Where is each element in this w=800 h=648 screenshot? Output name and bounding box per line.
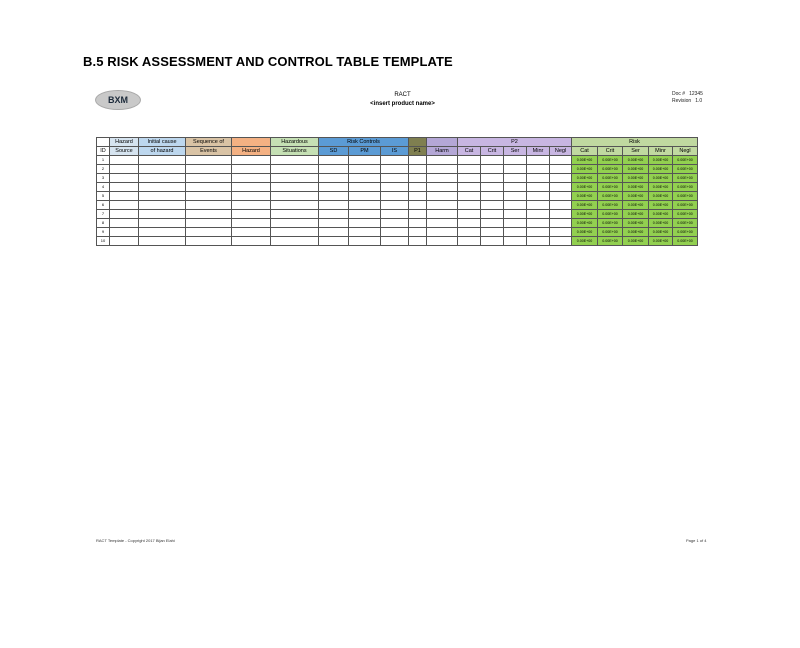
- risk-value-cell: 0.00E+00: [649, 237, 673, 246]
- input-cell[interactable]: [381, 192, 409, 201]
- risk-value-cell: 0.00E+00: [623, 210, 649, 219]
- input-cell[interactable]: [427, 165, 458, 174]
- input-cell[interactable]: [139, 165, 186, 174]
- input-cell[interactable]: [458, 183, 481, 192]
- input-cell[interactable]: [271, 156, 319, 165]
- header-sd: SD: [319, 147, 349, 156]
- input-cell[interactable]: [110, 165, 139, 174]
- input-cell[interactable]: [319, 156, 349, 165]
- risk-value-cell: 0.00E+00: [572, 183, 598, 192]
- input-cell[interactable]: [527, 174, 550, 183]
- input-cell[interactable]: [458, 237, 481, 246]
- table-row: [97, 219, 698, 228]
- table-row: [97, 192, 698, 201]
- input-cell[interactable]: [427, 219, 458, 228]
- input-cell[interactable]: [110, 219, 139, 228]
- risk-value-cell: 0.00E+00: [572, 237, 598, 246]
- input-cell[interactable]: [481, 174, 504, 183]
- input-cell[interactable]: [427, 237, 458, 246]
- input-cell[interactable]: [409, 183, 427, 192]
- input-cell[interactable]: [186, 174, 232, 183]
- input-cell[interactable]: [409, 210, 427, 219]
- input-cell[interactable]: [381, 174, 409, 183]
- input-cell[interactable]: [349, 201, 381, 210]
- input-cell[interactable]: [550, 156, 572, 165]
- input-cell[interactable]: [550, 183, 572, 192]
- input-cell[interactable]: [458, 165, 481, 174]
- input-cell[interactable]: [504, 192, 527, 201]
- page-title: B.5 RISK ASSESSMENT AND CONTROL TABLE TEMPLATE: [83, 54, 453, 69]
- input-cell[interactable]: [504, 228, 527, 237]
- header-risk-negl: Negl: [673, 147, 698, 156]
- header-risk-ser: Ser: [623, 147, 649, 156]
- input-cell[interactable]: [527, 201, 550, 210]
- input-cell[interactable]: [458, 174, 481, 183]
- doc-type: RACT: [394, 92, 411, 98]
- table-row: [97, 183, 698, 192]
- row-id: 7: [97, 210, 110, 219]
- input-cell[interactable]: [319, 237, 349, 246]
- header-row-bottom: [97, 147, 698, 156]
- input-cell[interactable]: [186, 156, 232, 165]
- input-cell[interactable]: [186, 183, 232, 192]
- page-number: Page 1 of 4: [686, 538, 707, 543]
- input-cell[interactable]: [232, 156, 271, 165]
- input-cell[interactable]: [381, 165, 409, 174]
- input-cell[interactable]: [232, 201, 271, 210]
- input-cell[interactable]: [481, 156, 504, 165]
- risk-value-cell: 0.00E+00: [673, 228, 698, 237]
- input-cell[interactable]: [271, 237, 319, 246]
- header-is: IS: [381, 147, 409, 156]
- input-cell[interactable]: [110, 201, 139, 210]
- revision-label: Revision: [672, 98, 692, 104]
- input-cell[interactable]: [110, 192, 139, 201]
- header-risk-crit: Crit: [598, 147, 623, 156]
- input-cell[interactable]: [381, 219, 409, 228]
- risk-value-cell: 0.00E+00: [623, 192, 649, 201]
- input-cell[interactable]: [110, 174, 139, 183]
- risk-value-cell: 0.00E+00: [598, 237, 623, 246]
- input-cell[interactable]: [139, 201, 186, 210]
- input-cell[interactable]: [427, 228, 458, 237]
- input-cell[interactable]: [139, 156, 186, 165]
- input-cell[interactable]: [481, 237, 504, 246]
- row-id: 2: [97, 165, 110, 174]
- input-cell[interactable]: [349, 228, 381, 237]
- input-cell[interactable]: [139, 174, 186, 183]
- risk-value-cell: 0.00E+00: [598, 201, 623, 210]
- input-cell[interactable]: [550, 219, 572, 228]
- input-cell[interactable]: [319, 201, 349, 210]
- input-cell[interactable]: [504, 174, 527, 183]
- input-cell[interactable]: [349, 156, 381, 165]
- input-cell[interactable]: [427, 210, 458, 219]
- input-cell[interactable]: [504, 165, 527, 174]
- risk-value-cell: 0.00E+00: [598, 156, 623, 165]
- input-cell[interactable]: [349, 165, 381, 174]
- header-p2-negl: Negl: [550, 147, 572, 156]
- input-cell[interactable]: [232, 165, 271, 174]
- input-cell[interactable]: [427, 174, 458, 183]
- risk-value-cell: 0.00E+00: [649, 183, 673, 192]
- table-row: [97, 165, 698, 174]
- input-cell[interactable]: [139, 210, 186, 219]
- input-cell[interactable]: [458, 201, 481, 210]
- input-cell[interactable]: [349, 174, 381, 183]
- row-id: 6: [97, 201, 110, 210]
- risk-value-cell: 0.00E+00: [598, 210, 623, 219]
- input-cell[interactable]: [319, 228, 349, 237]
- input-cell[interactable]: [271, 192, 319, 201]
- input-cell[interactable]: [271, 201, 319, 210]
- input-cell[interactable]: [504, 210, 527, 219]
- header-risk-minr: Minr: [649, 147, 673, 156]
- risk-value-cell: 0.00E+00: [598, 165, 623, 174]
- header-risk-cat: Cat: [572, 147, 598, 156]
- copyright-footer: RACT Template - Copyright 2017 Bijan Elahi: [96, 538, 175, 543]
- risk-value-cell: 0.00E+00: [572, 165, 598, 174]
- header-initial-cause: Initial cause: [139, 138, 186, 147]
- risk-value-cell: 0.00E+00: [623, 183, 649, 192]
- table-row: [97, 174, 698, 183]
- input-cell[interactable]: [381, 237, 409, 246]
- input-cell[interactable]: [527, 228, 550, 237]
- input-cell[interactable]: [349, 210, 381, 219]
- input-cell[interactable]: [110, 156, 139, 165]
- input-cell[interactable]: [550, 228, 572, 237]
- input-cell[interactable]: [271, 165, 319, 174]
- input-cell[interactable]: [232, 228, 271, 237]
- risk-value-cell: 0.00E+00: [649, 174, 673, 183]
- header-pm: PM: [349, 147, 381, 156]
- input-cell[interactable]: [271, 228, 319, 237]
- risk-value-cell: 0.00E+00: [649, 210, 673, 219]
- risk-value-cell: 0.00E+00: [623, 219, 649, 228]
- input-cell[interactable]: [550, 165, 572, 174]
- input-cell[interactable]: [481, 201, 504, 210]
- input-cell[interactable]: [349, 219, 381, 228]
- risk-value-cell: 0.00E+00: [649, 219, 673, 228]
- input-cell[interactable]: [409, 174, 427, 183]
- table-row: [97, 210, 698, 219]
- header-source: Source: [110, 147, 139, 156]
- header-p2-ser: Ser: [504, 147, 527, 156]
- input-cell[interactable]: [550, 201, 572, 210]
- input-cell[interactable]: [427, 156, 458, 165]
- risk-value-cell: 0.00E+00: [673, 183, 698, 192]
- row-id: 9: [97, 228, 110, 237]
- risk-value-cell: 0.00E+00: [598, 228, 623, 237]
- input-cell[interactable]: [481, 192, 504, 201]
- risk-value-cell: 0.00E+00: [598, 183, 623, 192]
- input-cell[interactable]: [409, 237, 427, 246]
- document-header: [340, 91, 465, 109]
- input-cell[interactable]: [409, 156, 427, 165]
- input-cell[interactable]: [139, 219, 186, 228]
- input-cell[interactable]: [349, 237, 381, 246]
- input-cell[interactable]: [232, 210, 271, 219]
- revision-number: 1.0: [695, 98, 703, 104]
- input-cell[interactable]: [349, 183, 381, 192]
- input-cell[interactable]: [427, 201, 458, 210]
- header-risk: Risk: [572, 138, 698, 147]
- input-cell[interactable]: [427, 183, 458, 192]
- risk-value-cell: 0.00E+00: [598, 192, 623, 201]
- input-cell[interactable]: [186, 219, 232, 228]
- input-cell[interactable]: [232, 192, 271, 201]
- input-cell[interactable]: [186, 165, 232, 174]
- header-sequence: Sequence of: [186, 138, 232, 147]
- input-cell[interactable]: [232, 237, 271, 246]
- input-cell[interactable]: [139, 228, 186, 237]
- input-cell[interactable]: [110, 237, 139, 246]
- input-cell[interactable]: [381, 201, 409, 210]
- header-hazardous: Hazardous: [271, 138, 319, 147]
- header-p2-cat: Cat: [458, 147, 481, 156]
- product-name-placeholder: <insert product name>: [370, 101, 435, 107]
- input-cell[interactable]: [349, 192, 381, 201]
- risk-value-cell: 0.00E+00: [623, 228, 649, 237]
- header-hazard: Hazard: [232, 147, 271, 156]
- input-cell[interactable]: [381, 183, 409, 192]
- risk-value-cell: 0.00E+00: [673, 174, 698, 183]
- header-row-top: [97, 138, 698, 147]
- risk-value-cell: 0.00E+00: [623, 201, 649, 210]
- row-id: 10: [97, 237, 110, 246]
- input-cell[interactable]: [527, 192, 550, 201]
- risk-value-cell: 0.00E+00: [623, 156, 649, 165]
- ract-table: [96, 137, 698, 246]
- input-cell[interactable]: [527, 165, 550, 174]
- input-cell[interactable]: [319, 183, 349, 192]
- input-cell[interactable]: [381, 210, 409, 219]
- input-cell[interactable]: [550, 174, 572, 183]
- input-cell[interactable]: [409, 219, 427, 228]
- input-cell[interactable]: [319, 192, 349, 201]
- table-row: [97, 201, 698, 210]
- input-cell[interactable]: [186, 192, 232, 201]
- input-cell[interactable]: [186, 228, 232, 237]
- risk-value-cell: 0.00E+00: [572, 192, 598, 201]
- input-cell[interactable]: [139, 237, 186, 246]
- input-cell[interactable]: [504, 219, 527, 228]
- input-cell[interactable]: [527, 183, 550, 192]
- input-cell[interactable]: [409, 165, 427, 174]
- input-cell[interactable]: [458, 192, 481, 201]
- header-p2-crit: Crit: [481, 147, 504, 156]
- doc-number: 12345: [689, 91, 703, 97]
- risk-value-cell: 0.00E+00: [623, 237, 649, 246]
- input-cell[interactable]: [481, 210, 504, 219]
- input-cell[interactable]: [458, 210, 481, 219]
- risk-value-cell: 0.00E+00: [673, 192, 698, 201]
- input-cell[interactable]: [186, 237, 232, 246]
- risk-value-cell: 0.00E+00: [572, 228, 598, 237]
- input-cell[interactable]: [527, 219, 550, 228]
- risk-value-cell: 0.00E+00: [649, 165, 673, 174]
- input-cell[interactable]: [409, 192, 427, 201]
- risk-value-cell: 0.00E+00: [572, 156, 598, 165]
- header-cell: [427, 138, 458, 147]
- row-id: 3: [97, 174, 110, 183]
- input-cell[interactable]: [271, 210, 319, 219]
- input-cell[interactable]: [481, 165, 504, 174]
- input-cell[interactable]: [232, 219, 271, 228]
- risk-value-cell: 0.00E+00: [572, 210, 598, 219]
- risk-value-cell: 0.00E+00: [673, 156, 698, 165]
- row-id: 5: [97, 192, 110, 201]
- input-cell[interactable]: [458, 219, 481, 228]
- input-cell[interactable]: [458, 228, 481, 237]
- risk-value-cell: 0.00E+00: [572, 201, 598, 210]
- table-row: [97, 237, 698, 246]
- header-p1: P1: [409, 147, 427, 156]
- input-cell[interactable]: [550, 192, 572, 201]
- header-cell: [409, 138, 427, 147]
- header-events: Events: [186, 147, 232, 156]
- input-cell[interactable]: [186, 201, 232, 210]
- input-cell[interactable]: [504, 237, 527, 246]
- table-body: [97, 156, 698, 246]
- row-id: 1: [97, 156, 110, 165]
- header-cell: [97, 138, 110, 147]
- input-cell[interactable]: [504, 156, 527, 165]
- risk-value-cell: 0.00E+00: [598, 219, 623, 228]
- risk-value-cell: 0.00E+00: [649, 228, 673, 237]
- input-cell[interactable]: [110, 183, 139, 192]
- input-cell[interactable]: [319, 174, 349, 183]
- input-cell[interactable]: [139, 183, 186, 192]
- input-cell[interactable]: [550, 237, 572, 246]
- bxm-logo: BXM: [95, 90, 141, 110]
- risk-value-cell: 0.00E+00: [649, 156, 673, 165]
- input-cell[interactable]: [381, 156, 409, 165]
- header-hazard-top: Hazard: [110, 138, 139, 147]
- input-cell[interactable]: [271, 174, 319, 183]
- input-cell[interactable]: [232, 174, 271, 183]
- input-cell[interactable]: [527, 237, 550, 246]
- header-p2: P2: [458, 138, 572, 147]
- input-cell[interactable]: [527, 210, 550, 219]
- risk-value-cell: 0.00E+00: [598, 174, 623, 183]
- risk-value-cell: 0.00E+00: [623, 174, 649, 183]
- input-cell[interactable]: [110, 210, 139, 219]
- risk-value-cell: 0.00E+00: [673, 165, 698, 174]
- input-cell[interactable]: [271, 183, 319, 192]
- input-cell[interactable]: [481, 219, 504, 228]
- header-p2-minr: Minr: [527, 147, 550, 156]
- header-harm: Harm: [427, 147, 458, 156]
- input-cell[interactable]: [110, 228, 139, 237]
- input-cell[interactable]: [481, 183, 504, 192]
- input-cell[interactable]: [271, 219, 319, 228]
- input-cell[interactable]: [381, 228, 409, 237]
- input-cell[interactable]: [527, 156, 550, 165]
- table-row: [97, 228, 698, 237]
- header-risk-controls: Risk Controls: [319, 138, 409, 147]
- header-situations: Situations: [271, 147, 319, 156]
- doc-number-label: Doc #: [672, 91, 686, 97]
- doc-info: [672, 91, 703, 105]
- input-cell[interactable]: [458, 156, 481, 165]
- row-id: 8: [97, 219, 110, 228]
- risk-value-cell: 0.00E+00: [673, 219, 698, 228]
- risk-value-cell: 0.00E+00: [673, 237, 698, 246]
- input-cell[interactable]: [504, 201, 527, 210]
- input-cell[interactable]: [504, 183, 527, 192]
- table-row: [97, 156, 698, 165]
- risk-value-cell: 0.00E+00: [649, 192, 673, 201]
- input-cell[interactable]: [409, 228, 427, 237]
- input-cell[interactable]: [319, 210, 349, 219]
- input-cell[interactable]: [319, 219, 349, 228]
- input-cell[interactable]: [319, 165, 349, 174]
- header-of-hazard: of hazard: [139, 147, 186, 156]
- input-cell[interactable]: [186, 210, 232, 219]
- risk-value-cell: 0.00E+00: [572, 219, 598, 228]
- risk-value-cell: 0.00E+00: [673, 201, 698, 210]
- risk-value-cell: 0.00E+00: [673, 210, 698, 219]
- input-cell[interactable]: [550, 210, 572, 219]
- input-cell[interactable]: [427, 192, 458, 201]
- row-id: 4: [97, 183, 110, 192]
- risk-value-cell: 0.00E+00: [623, 165, 649, 174]
- input-cell[interactable]: [481, 228, 504, 237]
- header-id: ID: [97, 147, 110, 156]
- input-cell[interactable]: [409, 201, 427, 210]
- risk-value-cell: 0.00E+00: [572, 174, 598, 183]
- risk-value-cell: 0.00E+00: [649, 201, 673, 210]
- input-cell[interactable]: [232, 183, 271, 192]
- input-cell[interactable]: [139, 192, 186, 201]
- header-cell: [232, 138, 271, 147]
